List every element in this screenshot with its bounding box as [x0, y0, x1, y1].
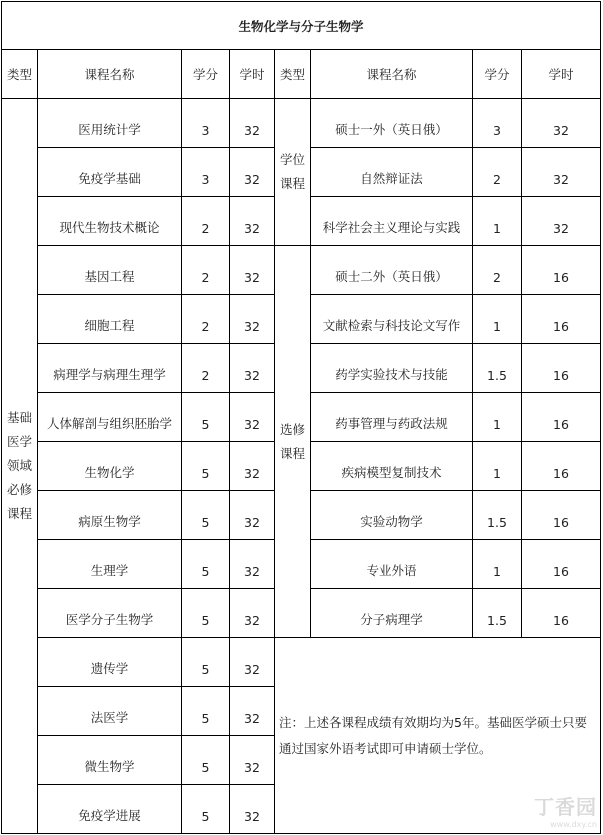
header-credit-left: 学分	[182, 50, 230, 99]
course-credit: 2	[182, 295, 230, 344]
header-hours-right: 学时	[522, 50, 601, 99]
course-credit: 1	[473, 197, 522, 246]
course-hours: 32	[230, 148, 275, 197]
course-credit: 2	[473, 148, 522, 197]
course-name: 生物化学	[38, 442, 182, 491]
course-hours: 16	[522, 491, 601, 540]
course-name: 药学实验技术与技能	[311, 344, 473, 393]
category-degree: 学位 课程	[275, 99, 311, 246]
course-hours: 32	[230, 785, 275, 834]
course-credit: 5	[182, 785, 230, 834]
course-name: 药事管理与药政法规	[311, 393, 473, 442]
course-credit: 1.5	[473, 491, 522, 540]
course-hours: 32	[230, 687, 275, 736]
course-name: 基因工程	[38, 246, 182, 295]
course-credit: 2	[182, 246, 230, 295]
course-credit: 2	[182, 344, 230, 393]
course-credit: 5	[182, 491, 230, 540]
category-basic-required: 基础 医学 领域 必修 课程	[2, 99, 38, 834]
header-hours-left: 学时	[230, 50, 275, 99]
course-credit: 5	[182, 736, 230, 785]
watermark-url: www.dxy.cn	[550, 820, 597, 829]
course-credit: 1	[473, 540, 522, 589]
course-name: 科学社会主义理论与实践	[311, 197, 473, 246]
course-hours: 16	[522, 393, 601, 442]
course-name: 病原生物学	[38, 491, 182, 540]
course-hours: 32	[230, 344, 275, 393]
course-credit: 2	[182, 197, 230, 246]
course-name: 分子病理学	[311, 589, 473, 638]
course-credit: 5	[182, 687, 230, 736]
course-hours: 32	[230, 393, 275, 442]
footnote: 注：上述各课程成绩有效期均为5年。基础医学硕士只要通过国家外语考试即可申请硕士学位。	[275, 638, 601, 834]
course-name: 疾病模型复制技术	[311, 442, 473, 491]
header-course-left: 课程名称	[38, 50, 182, 99]
course-name: 自然辩证法	[311, 148, 473, 197]
course-credit: 2	[473, 246, 522, 295]
course-hours: 32	[230, 246, 275, 295]
course-credit: 3	[182, 148, 230, 197]
course-credit: 5	[182, 442, 230, 491]
course-hours: 32	[230, 589, 275, 638]
header-row	[2, 50, 601, 99]
course-hours: 32	[230, 99, 275, 148]
course-hours: 32	[230, 197, 275, 246]
title-row	[2, 2, 601, 50]
course-credit: 5	[182, 589, 230, 638]
course-name: 法医学	[38, 687, 182, 736]
table-row	[2, 638, 601, 687]
course-name: 病理学与病理生理学	[38, 344, 182, 393]
course-hours: 16	[522, 295, 601, 344]
header-type-right: 类型	[275, 50, 311, 99]
course-hours: 16	[522, 246, 601, 295]
course-credit: 3	[182, 99, 230, 148]
course-credit: 1	[473, 393, 522, 442]
course-credit: 5	[182, 393, 230, 442]
table-row	[2, 99, 601, 148]
course-credit: 5	[182, 540, 230, 589]
course-name: 文献检索与科技论文写作	[311, 295, 473, 344]
course-name: 硕士一外（英日俄）	[311, 99, 473, 148]
course-table	[1, 1, 601, 834]
course-hours: 16	[522, 589, 601, 638]
course-hours: 32	[522, 148, 601, 197]
course-name: 微生物学	[38, 736, 182, 785]
header-type-left: 类型	[2, 50, 38, 99]
course-name: 硕士二外（英日俄）	[311, 246, 473, 295]
watermark-logo	[534, 791, 597, 829]
header-credit-right: 学分	[473, 50, 522, 99]
course-hours: 32	[522, 197, 601, 246]
watermark-text: 丁香园	[534, 795, 597, 819]
course-credit: 3	[473, 99, 522, 148]
course-name: 生理学	[38, 540, 182, 589]
course-name: 实验动物学	[311, 491, 473, 540]
course-name: 专业外语	[311, 540, 473, 589]
course-hours: 32	[230, 638, 275, 687]
course-credit: 1.5	[473, 344, 522, 393]
course-hours: 32	[230, 442, 275, 491]
table-title: 生物化学与分子生物学	[2, 2, 601, 50]
table-row	[2, 246, 601, 295]
course-hours: 32	[230, 295, 275, 344]
header-course-right: 课程名称	[311, 50, 473, 99]
course-hours: 32	[230, 736, 275, 785]
course-hours: 32	[230, 491, 275, 540]
course-credit: 1	[473, 442, 522, 491]
course-credit: 5	[182, 638, 230, 687]
course-hours: 16	[522, 442, 601, 491]
course-hours: 32	[522, 99, 601, 148]
course-name: 细胞工程	[38, 295, 182, 344]
course-hours: 16	[522, 540, 601, 589]
course-credit: 1	[473, 295, 522, 344]
category-elective: 选修 课程	[275, 246, 311, 638]
course-hours: 32	[230, 540, 275, 589]
course-name: 医学分子生物学	[38, 589, 182, 638]
course-name: 免疫学进展	[38, 785, 182, 834]
course-name: 免疫学基础	[38, 148, 182, 197]
course-name: 遗传学	[38, 638, 182, 687]
course-name: 现代生物技术概论	[38, 197, 182, 246]
course-credit: 1.5	[473, 589, 522, 638]
course-name: 人体解剖与组织胚胎学	[38, 393, 182, 442]
course-name: 医用统计学	[38, 99, 182, 148]
course-hours: 16	[522, 344, 601, 393]
